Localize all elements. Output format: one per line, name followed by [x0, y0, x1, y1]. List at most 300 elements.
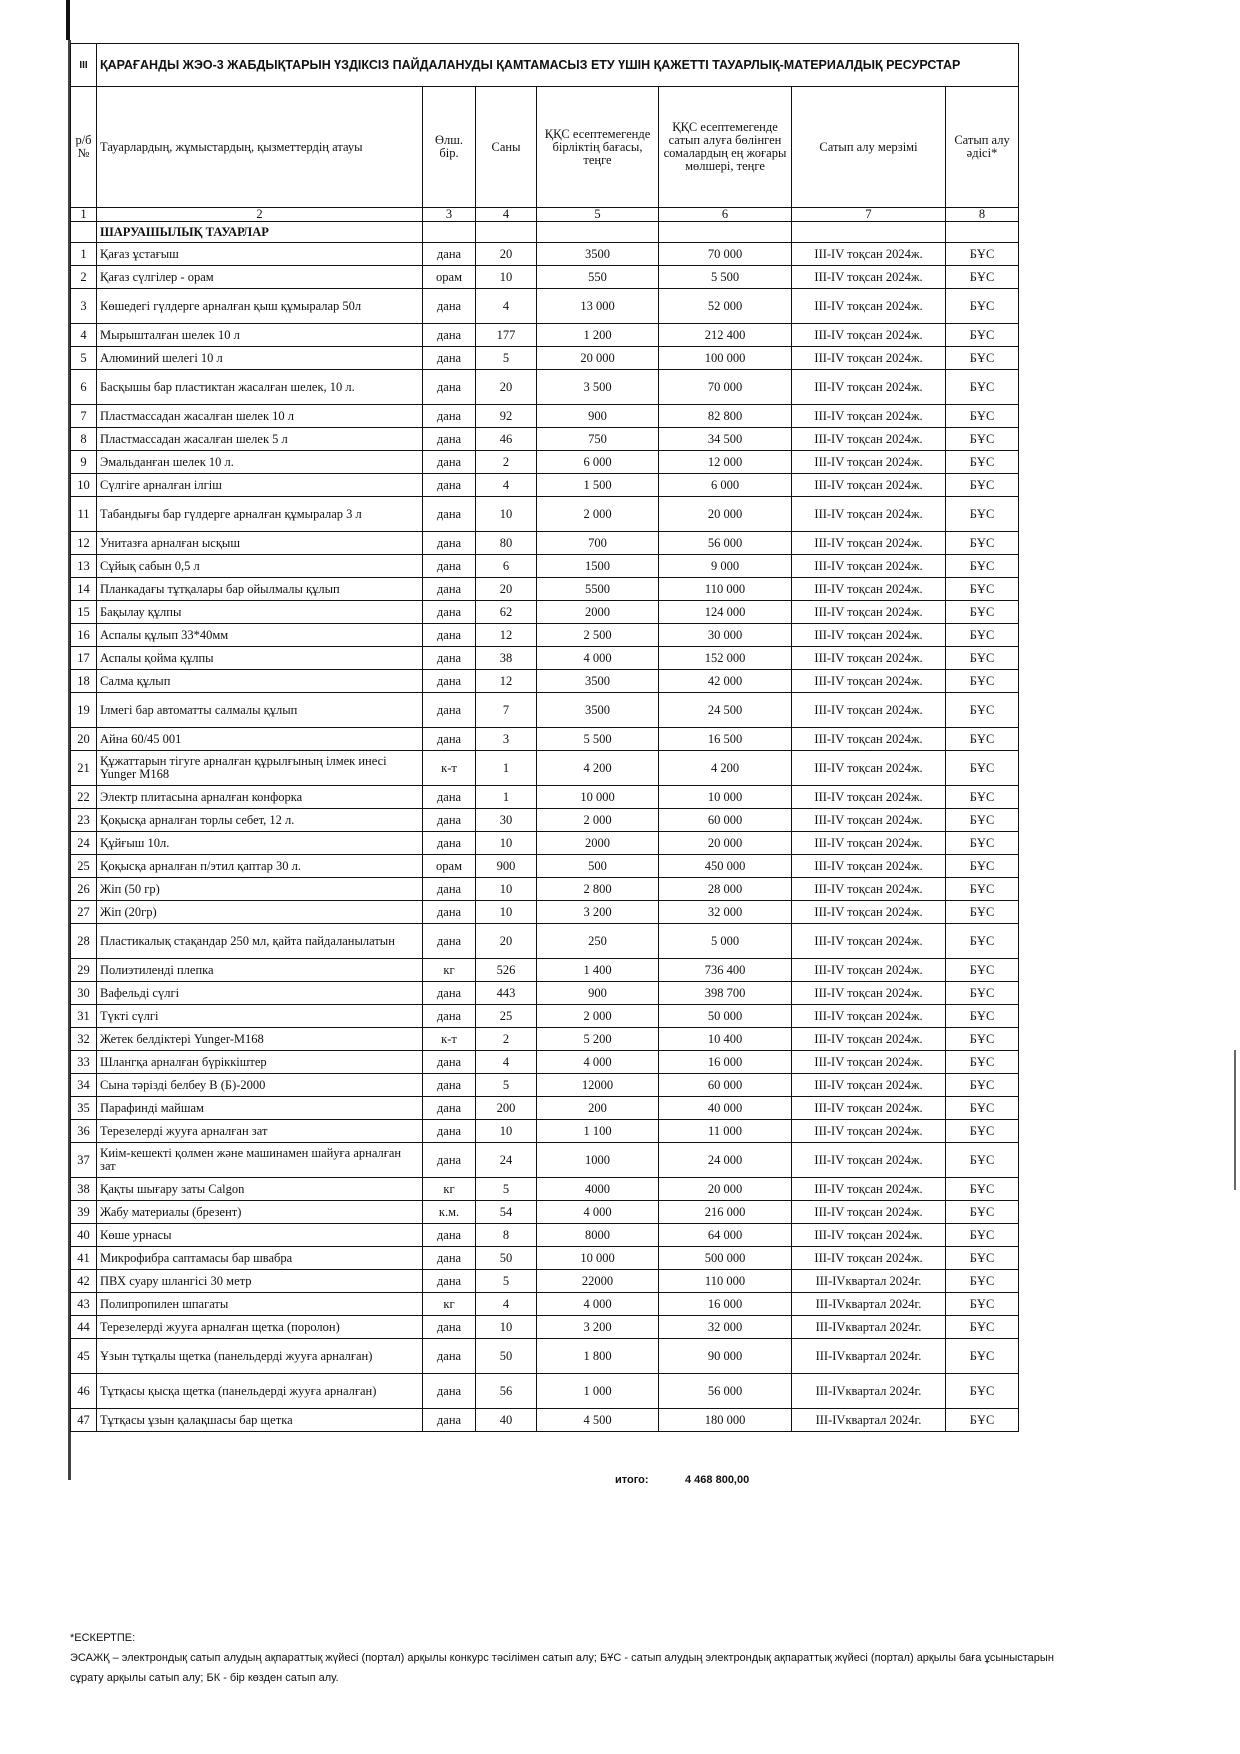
table-row: [71, 959, 1019, 982]
quantity-cell: 92: [476, 405, 537, 428]
period-cell: III-IV тоқсан 2024ж.: [792, 855, 946, 878]
amount-cell: 32 000: [659, 901, 792, 924]
header-qty: Саны: [476, 87, 537, 208]
unit-cell: дана: [423, 1339, 476, 1374]
item-name: Эмальданған шелек 10 л.: [97, 451, 423, 474]
row-number: 4: [71, 324, 97, 347]
method-cell: БҰС: [946, 1247, 1019, 1270]
table-row: [71, 370, 1019, 405]
column-index: 8: [946, 208, 1019, 222]
period-cell: III-IV тоқсан 2024ж.: [792, 601, 946, 624]
footnote: [70, 1628, 1200, 1688]
period-cell: III-IV тоқсан 2024ж.: [792, 1051, 946, 1074]
unit-cell: дана: [423, 924, 476, 959]
period-cell: III-IV тоқсан 2024ж.: [792, 497, 946, 532]
amount-cell: 82 800: [659, 405, 792, 428]
method-cell: БҰС: [946, 1120, 1019, 1143]
row-number: 15: [71, 601, 97, 624]
quantity-cell: 8: [476, 1224, 537, 1247]
unit-price-cell: 2000: [537, 832, 659, 855]
quantity-cell: 40: [476, 1409, 537, 1432]
unit-cell: дана: [423, 243, 476, 266]
table-row: [71, 670, 1019, 693]
row-number: 41: [71, 1247, 97, 1270]
row-number: 10: [71, 474, 97, 497]
unit-price-cell: 2 000: [537, 1005, 659, 1028]
table-row: [71, 1339, 1019, 1374]
period-cell: III-IV тоқсан 2024ж.: [792, 1120, 946, 1143]
period-cell: III-IVквартал 2024г.: [792, 1409, 946, 1432]
table-row: [71, 982, 1019, 1005]
unit-cell: дана: [423, 1409, 476, 1432]
amount-cell: 90 000: [659, 1339, 792, 1374]
amount-cell: 70 000: [659, 243, 792, 266]
header-num: р/б №: [71, 87, 97, 208]
item-name: Жабу материалы (брезент): [97, 1201, 423, 1224]
unit-price-cell: 3 500: [537, 370, 659, 405]
method-cell: БҰС: [946, 647, 1019, 670]
row-number: 19: [71, 693, 97, 728]
table-row: [71, 901, 1019, 924]
category-empty-cell: [792, 222, 946, 243]
period-cell: III-IV тоқсан 2024ж.: [792, 1097, 946, 1120]
quantity-cell: 38: [476, 647, 537, 670]
item-name: Көшедегі гүлдерге арналған қыш құмыралар 50л: [97, 289, 423, 324]
row-number: 42: [71, 1270, 97, 1293]
period-cell: III-IV тоқсан 2024ж.: [792, 809, 946, 832]
category-empty-cell: [659, 222, 792, 243]
amount-cell: 11 000: [659, 1120, 792, 1143]
unit-price-cell: 5 500: [537, 728, 659, 751]
period-cell: III-IV тоқсан 2024ж.: [792, 924, 946, 959]
unit-cell: дана: [423, 497, 476, 532]
quantity-cell: 54: [476, 1201, 537, 1224]
item-name: Терезелерді жууға арналған зат: [97, 1120, 423, 1143]
quantity-cell: 46: [476, 428, 537, 451]
amount-cell: 40 000: [659, 1097, 792, 1120]
unit-cell: орам: [423, 266, 476, 289]
category-title: ШАРУАШЫЛЫҚ ТАУАРЛАР: [97, 222, 423, 243]
method-cell: БҰС: [946, 1005, 1019, 1028]
amount-cell: 24 000: [659, 1143, 792, 1178]
method-cell: БҰС: [946, 1316, 1019, 1339]
item-name: Унитазға арналған ысқыш: [97, 532, 423, 555]
quantity-cell: 20: [476, 578, 537, 601]
amount-cell: 56 000: [659, 532, 792, 555]
item-name: Полиэтиленді плепка: [97, 959, 423, 982]
unit-price-cell: 10 000: [537, 1247, 659, 1270]
table-row: [71, 1178, 1019, 1201]
item-name: Аспалы қойма құлпы: [97, 647, 423, 670]
period-cell: III-IV тоқсан 2024ж.: [792, 982, 946, 1005]
method-cell: БҰС: [946, 555, 1019, 578]
period-cell: III-IV тоқсан 2024ж.: [792, 670, 946, 693]
table-row: [71, 601, 1019, 624]
item-name: Пластмассадан жасалған шелек 5 л: [97, 428, 423, 451]
method-cell: БҰС: [946, 1201, 1019, 1224]
unit-cell: кг: [423, 1178, 476, 1201]
amount-cell: 16 000: [659, 1293, 792, 1316]
unit-cell: дана: [423, 982, 476, 1005]
row-number: 29: [71, 959, 97, 982]
unit-cell: дана: [423, 693, 476, 728]
unit-price-cell: 1500: [537, 555, 659, 578]
item-name: Тұтқасы қысқа щетка (панельдерді жууға арналған): [97, 1374, 423, 1409]
total-value: 4 468 800,00: [685, 1474, 750, 1486]
table-row: [71, 1143, 1019, 1178]
method-cell: БҰС: [946, 266, 1019, 289]
unit-price-cell: 3 200: [537, 901, 659, 924]
item-name: Мырышталған шелек 10 л: [97, 324, 423, 347]
table-row: [71, 647, 1019, 670]
row-number: 34: [71, 1074, 97, 1097]
unit-cell: дана: [423, 878, 476, 901]
table-row: [71, 1028, 1019, 1051]
period-cell: III-IV тоқсан 2024ж.: [792, 832, 946, 855]
table-row: [71, 855, 1019, 878]
column-index: 1: [71, 208, 97, 222]
unit-price-cell: 3500: [537, 670, 659, 693]
item-name: Басқышы бар пластиктан жасалған шелек, 10 л.: [97, 370, 423, 405]
unit-cell: дана: [423, 1120, 476, 1143]
item-name: Айна 60/45 001: [97, 728, 423, 751]
table-row: [71, 474, 1019, 497]
row-number: 37: [71, 1143, 97, 1178]
unit-price-cell: 5 200: [537, 1028, 659, 1051]
quantity-cell: 900: [476, 855, 537, 878]
unit-cell: дана: [423, 647, 476, 670]
unit-price-cell: 750: [537, 428, 659, 451]
unit-price-cell: 3500: [537, 693, 659, 728]
row-number: 11: [71, 497, 97, 532]
item-name: Көше урнасы: [97, 1224, 423, 1247]
unit-cell: дана: [423, 1247, 476, 1270]
quantity-cell: 10: [476, 878, 537, 901]
item-name: Қағаз ұстағыш: [97, 243, 423, 266]
item-name: Вафельді сүлгі: [97, 982, 423, 1005]
quantity-cell: 5: [476, 1178, 537, 1201]
row-number: 32: [71, 1028, 97, 1051]
footnote-title: *ЕСКЕРТПЕ:: [70, 1632, 136, 1644]
category-empty-cell: [423, 222, 476, 243]
unit-price-cell: 1 000: [537, 1374, 659, 1409]
amount-cell: 12 000: [659, 451, 792, 474]
period-cell: III-IV тоқсан 2024ж.: [792, 901, 946, 924]
quantity-cell: 7: [476, 693, 537, 728]
method-cell: БҰС: [946, 924, 1019, 959]
amount-cell: 42 000: [659, 670, 792, 693]
unit-price-cell: 2 000: [537, 809, 659, 832]
unit-price-cell: 4 000: [537, 647, 659, 670]
unit-cell: дана: [423, 555, 476, 578]
method-cell: БҰС: [946, 474, 1019, 497]
method-cell: БҰС: [946, 1074, 1019, 1097]
period-cell: III-IVквартал 2024г.: [792, 1270, 946, 1293]
quantity-cell: 20: [476, 924, 537, 959]
period-cell: III-IV тоқсан 2024ж.: [792, 728, 946, 751]
unit-price-cell: 550: [537, 266, 659, 289]
row-number: 36: [71, 1120, 97, 1143]
period-cell: III-IV тоқсан 2024ж.: [792, 370, 946, 405]
item-name: Құйғыш 10л.: [97, 832, 423, 855]
unit-cell: дана: [423, 1074, 476, 1097]
quantity-cell: 30: [476, 809, 537, 832]
column-index: 5: [537, 208, 659, 222]
amount-cell: 60 000: [659, 1074, 792, 1097]
unit-cell: дана: [423, 324, 476, 347]
item-name: Сұйық сабын 0,5 л: [97, 555, 423, 578]
amount-cell: 52 000: [659, 289, 792, 324]
item-name: Полипропилен шпагаты: [97, 1293, 423, 1316]
amount-cell: 100 000: [659, 347, 792, 370]
quantity-cell: 12: [476, 624, 537, 647]
resources-table: [70, 43, 1019, 1432]
unit-cell: дана: [423, 428, 476, 451]
item-name: Аспалы құлып 33*40мм: [97, 624, 423, 647]
period-cell: III-IV тоқсан 2024ж.: [792, 451, 946, 474]
period-cell: III-IVквартал 2024г.: [792, 1339, 946, 1374]
method-cell: БҰС: [946, 670, 1019, 693]
amount-cell: 212 400: [659, 324, 792, 347]
unit-price-cell: 1 500: [537, 474, 659, 497]
section-number: III: [71, 44, 97, 87]
amount-cell: 24 500: [659, 693, 792, 728]
quantity-cell: 10: [476, 1120, 537, 1143]
item-name: Қағаз сүлгілер - орам: [97, 266, 423, 289]
item-name: Киім-кешекті қолмен және машинамен шайуға арналған зат: [97, 1143, 423, 1178]
unit-cell: дана: [423, 1224, 476, 1247]
row-number: 25: [71, 855, 97, 878]
row-number: 38: [71, 1178, 97, 1201]
item-name: Қоқысқа арналған п/этил қаптар 30 л.: [97, 855, 423, 878]
unit-price-cell: 3 200: [537, 1316, 659, 1339]
unit-price-cell: 200: [537, 1097, 659, 1120]
footnote-line: ЭСАЖҚ – электрондық сатып алудың ақпараттық жүйесі (портал) арқылы конкурс тәсілімен сатып алу; БҰС - сатып алудың электрондық ақпараттық жүйесі (портал) арқылы баға ұсыныстарын: [70, 1652, 1054, 1664]
row-number: 46: [71, 1374, 97, 1409]
period-cell: III-IV тоқсан 2024ж.: [792, 1224, 946, 1247]
table-row: [71, 555, 1019, 578]
table-row: [71, 786, 1019, 809]
column-index: 3: [423, 208, 476, 222]
table-row: [71, 243, 1019, 266]
unit-cell: дана: [423, 532, 476, 555]
unit-cell: дана: [423, 451, 476, 474]
header-unit: Өлш. бір.: [423, 87, 476, 208]
section-title-row: [71, 44, 1019, 87]
method-cell: БҰС: [946, 1051, 1019, 1074]
unit-cell: кг: [423, 1293, 476, 1316]
method-cell: БҰС: [946, 832, 1019, 855]
unit-cell: кг: [423, 959, 476, 982]
column-index: 4: [476, 208, 537, 222]
amount-cell: 398 700: [659, 982, 792, 1005]
header-period: Сатып алу мерзімі: [792, 87, 946, 208]
method-cell: БҰС: [946, 1374, 1019, 1409]
row-number: 18: [71, 670, 97, 693]
item-name: Сүлгіге арналған ілгіш: [97, 474, 423, 497]
method-cell: БҰС: [946, 982, 1019, 1005]
period-cell: III-IV тоқсан 2024ж.: [792, 1028, 946, 1051]
row-number: 43: [71, 1293, 97, 1316]
unit-price-cell: 2 000: [537, 497, 659, 532]
amount-cell: 30 000: [659, 624, 792, 647]
period-cell: III-IV тоқсан 2024ж.: [792, 243, 946, 266]
method-cell: БҰС: [946, 751, 1019, 786]
row-number: 5: [71, 347, 97, 370]
quantity-cell: 10: [476, 497, 537, 532]
period-cell: III-IV тоқсан 2024ж.: [792, 289, 946, 324]
quantity-cell: 10: [476, 901, 537, 924]
table-row: [71, 1051, 1019, 1074]
header-unit-price: ҚҚС есептемегенде бірліктің бағасы, теңге: [537, 87, 659, 208]
unit-price-cell: 1 800: [537, 1339, 659, 1374]
item-name: Планкадағы тұтқалары бар ойылмалы құлып: [97, 578, 423, 601]
method-cell: БҰС: [946, 878, 1019, 901]
period-cell: III-IV тоқсан 2024ж.: [792, 405, 946, 428]
row-number: 39: [71, 1201, 97, 1224]
quantity-cell: 4: [476, 1293, 537, 1316]
footnote-line: сұрату арқылы сатып алу; БК - бір көзден сатып алу.: [70, 1672, 339, 1684]
period-cell: III-IV тоқсан 2024ж.: [792, 878, 946, 901]
table-row: [71, 878, 1019, 901]
period-cell: III-IV тоқсан 2024ж.: [792, 428, 946, 451]
amount-cell: 10 000: [659, 786, 792, 809]
table-row: [71, 1201, 1019, 1224]
unit-price-cell: 3500: [537, 243, 659, 266]
period-cell: III-IV тоқсан 2024ж.: [792, 1247, 946, 1270]
table-row: [71, 751, 1019, 786]
amount-cell: 500 000: [659, 1247, 792, 1270]
row-number: 24: [71, 832, 97, 855]
quantity-cell: 50: [476, 1339, 537, 1374]
quantity-cell: 1: [476, 751, 537, 786]
column-index-row: [71, 208, 1019, 222]
unit-cell: дана: [423, 1097, 476, 1120]
row-number: 20: [71, 728, 97, 751]
amount-cell: 28 000: [659, 878, 792, 901]
unit-cell: к-т: [423, 1028, 476, 1051]
period-cell: III-IV тоқсан 2024ж.: [792, 959, 946, 982]
unit-price-cell: 4000: [537, 1178, 659, 1201]
table-row: [71, 1224, 1019, 1247]
period-cell: III-IV тоқсан 2024ж.: [792, 693, 946, 728]
quantity-cell: 4: [476, 474, 537, 497]
unit-cell: дана: [423, 1143, 476, 1178]
table-row: [71, 497, 1019, 532]
row-number: 22: [71, 786, 97, 809]
row-number: 21: [71, 751, 97, 786]
table-row: [71, 1316, 1019, 1339]
item-name: Қоқысқа арналған торлы себет, 12 л.: [97, 809, 423, 832]
quantity-cell: 2: [476, 1028, 537, 1051]
item-name: Алюминий шелегі 10 л: [97, 347, 423, 370]
table-row: [71, 1270, 1019, 1293]
table-row: [71, 1120, 1019, 1143]
quantity-cell: 12: [476, 670, 537, 693]
unit-price-cell: 700: [537, 532, 659, 555]
table-row: [71, 451, 1019, 474]
unit-cell: дана: [423, 405, 476, 428]
period-cell: III-IV тоқсан 2024ж.: [792, 786, 946, 809]
quantity-cell: 200: [476, 1097, 537, 1120]
unit-cell: дана: [423, 347, 476, 370]
quantity-cell: 6: [476, 555, 537, 578]
section-title: ҚАРАҒАНДЫ ЖЭО-3 ЖАБДЫҚТАРЫН ҮЗДІКСІЗ ПАЙДАЛАНУДЫ ҚАМТАМАСЫЗ ЕТУ ҮШІН ҚАЖЕТТІ ТАУАРЛЫҚ-МАТЕРИАЛДЫҚ РЕСУРСТАР: [97, 44, 1019, 87]
unit-price-cell: 2 500: [537, 624, 659, 647]
table-row: [71, 809, 1019, 832]
method-cell: БҰС: [946, 451, 1019, 474]
item-name: Микрофибра саптамасы бар швабра: [97, 1247, 423, 1270]
unit-price-cell: 2 800: [537, 878, 659, 901]
quantity-cell: 10: [476, 832, 537, 855]
table-row: [71, 1293, 1019, 1316]
method-cell: БҰС: [946, 1409, 1019, 1432]
amount-cell: 6 000: [659, 474, 792, 497]
period-cell: III-IV тоқсан 2024ж.: [792, 532, 946, 555]
column-index: 6: [659, 208, 792, 222]
method-cell: БҰС: [946, 497, 1019, 532]
quantity-cell: 2: [476, 451, 537, 474]
unit-cell: дана: [423, 578, 476, 601]
method-cell: БҰС: [946, 855, 1019, 878]
row-number: 12: [71, 532, 97, 555]
table-row: [71, 347, 1019, 370]
row-number: 33: [71, 1051, 97, 1074]
amount-cell: 124 000: [659, 601, 792, 624]
quantity-cell: 20: [476, 370, 537, 405]
item-name: Жетек белдіктері Yunger-M168: [97, 1028, 423, 1051]
period-cell: III-IV тоқсан 2024ж.: [792, 1178, 946, 1201]
quantity-cell: 4: [476, 1051, 537, 1074]
item-name: Жіп (20гр): [97, 901, 423, 924]
amount-cell: 50 000: [659, 1005, 792, 1028]
row-number: 7: [71, 405, 97, 428]
amount-cell: 60 000: [659, 809, 792, 832]
amount-cell: 180 000: [659, 1409, 792, 1432]
unit-price-cell: 4 500: [537, 1409, 659, 1432]
unit-price-cell: 1 400: [537, 959, 659, 982]
method-cell: БҰС: [946, 347, 1019, 370]
row-number: 26: [71, 878, 97, 901]
unit-price-cell: 12000: [537, 1074, 659, 1097]
item-name: Сына тәрізді белбеу В (Б)-2000: [97, 1074, 423, 1097]
method-cell: БҰС: [946, 601, 1019, 624]
header-name: Тауарлардың, жұмыстардың, қызметтердің атауы: [97, 87, 423, 208]
item-name: Салма құлып: [97, 670, 423, 693]
amount-cell: 450 000: [659, 855, 792, 878]
row-number: 17: [71, 647, 97, 670]
amount-cell: 110 000: [659, 1270, 792, 1293]
row-number: 8: [71, 428, 97, 451]
item-name: Электр плитасына арналған конфорка: [97, 786, 423, 809]
amount-cell: 16 000: [659, 1051, 792, 1074]
table-row: [71, 578, 1019, 601]
unit-cell: дана: [423, 1374, 476, 1409]
quantity-cell: 5: [476, 1270, 537, 1293]
table-row: [71, 924, 1019, 959]
amount-cell: 20 000: [659, 497, 792, 532]
table-row: [71, 832, 1019, 855]
item-name: Жіп (50 гр): [97, 878, 423, 901]
row-number: 6: [71, 370, 97, 405]
method-cell: БҰС: [946, 324, 1019, 347]
unit-price-cell: 8000: [537, 1224, 659, 1247]
method-cell: БҰС: [946, 405, 1019, 428]
period-cell: III-IV тоқсан 2024ж.: [792, 624, 946, 647]
method-cell: БҰС: [946, 578, 1019, 601]
row-number: 3: [71, 289, 97, 324]
unit-cell: к.м.: [423, 1201, 476, 1224]
